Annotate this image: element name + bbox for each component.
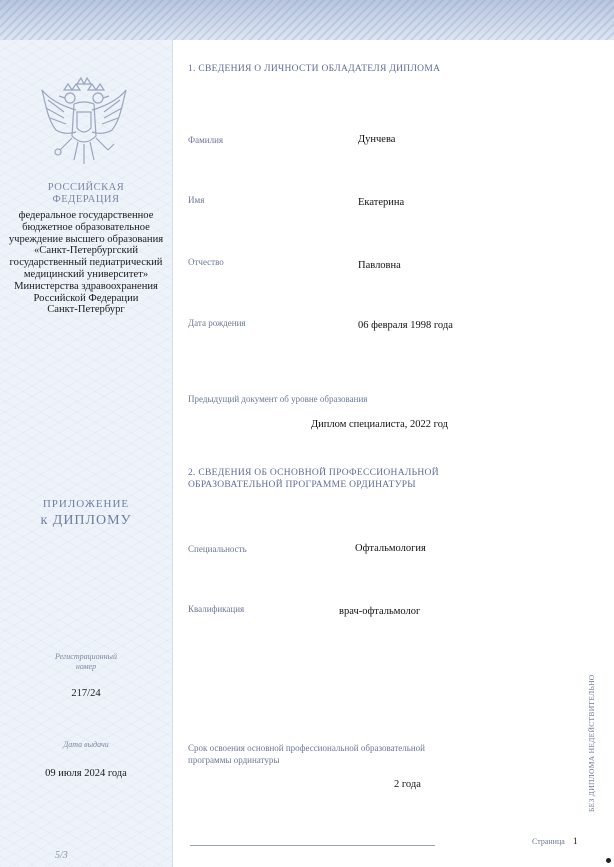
- registration-number-value: 217/24: [71, 688, 101, 699]
- institution-line: медицинский университет»: [23, 268, 149, 280]
- surname-label: Фамилия: [188, 135, 224, 145]
- name-value: Екатерина: [358, 197, 405, 208]
- birth-date-label: Дата рождения: [188, 318, 246, 328]
- appendix-title: ПРИЛОЖЕНИЕ: [42, 498, 130, 510]
- surname-value: Дунчева: [358, 134, 396, 145]
- birth-date-value: 06 февраля 1998 года: [358, 320, 453, 331]
- name-label: Имя: [188, 195, 205, 205]
- institution-line: бюджетное образовательное: [22, 221, 150, 233]
- issue-date-label: Дата выдачи: [63, 740, 109, 749]
- vertical-notice: БЕЗ ДИПЛОМА НЕДЕЙСТВИТЕЛЬНО: [587, 674, 596, 812]
- specialty-value: Офтальмология: [355, 543, 426, 554]
- institution-line: федеральное государственное: [18, 210, 154, 221]
- country-label: РОССИЙСКАЯ ФЕДЕРАЦИЯ: [47, 182, 125, 205]
- panel-divider: [172, 40, 173, 867]
- handwritten-mark: 5/3: [55, 850, 68, 861]
- institution-line: Санкт-Петербург: [47, 304, 125, 316]
- specialty-label: Специальность: [188, 544, 247, 554]
- registration-number-label: Регистрационный номер: [55, 652, 117, 671]
- qualification-value: врач-офтальмолог: [339, 606, 421, 617]
- institution-line: «Санкт-Петербургский: [34, 245, 138, 257]
- page-label: Страница: [532, 837, 565, 846]
- patronymic-value: Павловна: [358, 260, 401, 271]
- previous-document-value: Диплом специалиста, 2022 год: [311, 419, 448, 430]
- institution-line: государственный педиатрический: [9, 257, 163, 269]
- study-duration-label: Срок освоения основной профессиональной образовательной программы ординатуры: [188, 743, 425, 765]
- page-number: 1: [573, 836, 578, 846]
- patronymic-label: Отчество: [188, 257, 224, 267]
- section2-heading: 2. СВЕДЕНИЯ ОБ ОСНОВНОЙ ПРОФЕССИОНАЛЬНОЙ ОБРАЗОВАТЕЛЬНОЙ ПРОГРАММЕ ОРДИНАТУРЫ: [188, 468, 439, 490]
- bottom-rule: [190, 845, 435, 846]
- section1-heading: 1. СВЕДЕНИЯ О ЛИЧНОСТИ ОБЛАДАТЕЛЯ ДИПЛОМА: [188, 64, 441, 74]
- institution-line: Российской Федерации: [33, 292, 139, 304]
- coat-of-arms-emblem-icon: [34, 76, 134, 176]
- institution-line: учреждение высшего образования: [8, 233, 164, 245]
- decorative-top-band: [0, 0, 614, 40]
- issue-date-value: 09 июля 2024 года: [45, 768, 127, 779]
- qualification-label: Квалификация: [188, 604, 245, 614]
- previous-document-label: Предыдущий документ об уровне образования: [188, 394, 368, 404]
- corner-mark: [606, 858, 611, 863]
- study-duration-value: 2 года: [394, 779, 421, 790]
- appendix-subtitle: к ДИПЛОМУ: [40, 513, 132, 528]
- institution-line: Министерства здравоохранения: [14, 280, 158, 292]
- institution-block: [0, 210, 178, 316]
